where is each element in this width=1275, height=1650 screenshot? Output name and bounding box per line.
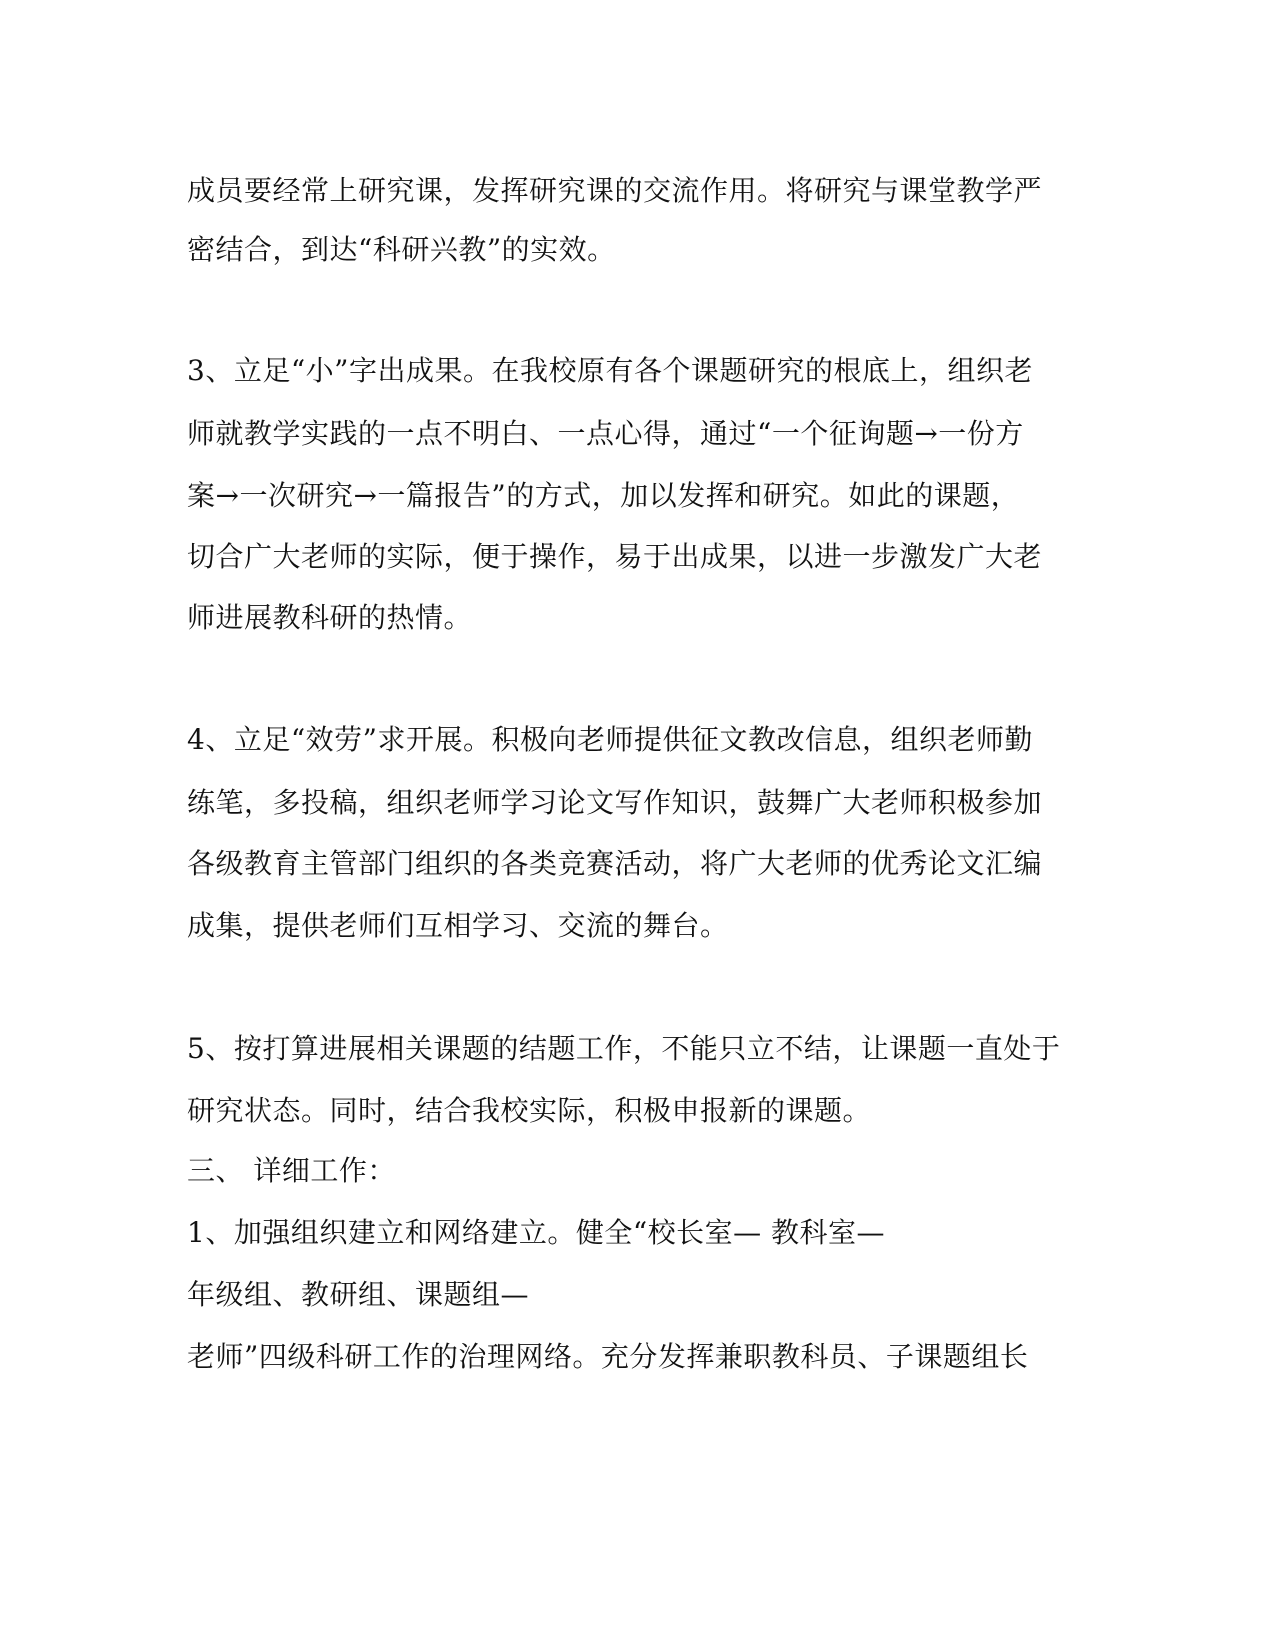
section-heading: 三、 详细工作：: [187, 1154, 396, 1187]
text-line: 4、立足“效劳”求开展。积极向老师提供征文教改信息，组织老师勤: [187, 723, 1033, 756]
text-line: 练笔，多投稿，组织老师学习论文写作知识，鼓舞广大老师积极参加: [187, 786, 1043, 819]
text-line: 师就教学实践的一点不明白、一点心得，通过“一个征询题→一份方: [187, 417, 1024, 450]
text-line: 成集，提供老师们互相学习、交流的舞台。: [187, 909, 729, 942]
text-line: 各级教育主管部门组织的各类竞赛活动，将广大老师的优秀论文汇编: [187, 847, 1043, 880]
text-line: 1、加强组织建立和网络建立。健全“校长室— 教科室—: [187, 1216, 886, 1249]
text-line: 案→一次研究→一篇报告”的方式，加以发挥和研究。如此的课题，: [187, 479, 1020, 512]
text-line: 5、按打算进展相关课题的结题工作，不能只立不结，让课题一直处于: [187, 1032, 1061, 1065]
text-line: 3、立足“小”字出成果。在我校原有各个课题研究的根底上，组织老: [187, 354, 1033, 387]
text-line: 成员要经常上研究课，发挥研究课的交流作用。将研究与课堂教学严: [187, 174, 1043, 207]
text-line: 师进展教科研的热情。: [187, 601, 473, 634]
text-line: 年级组、教研组、课题组—: [187, 1278, 530, 1311]
text-line: 老师”四级科研工作的治理网络。充分发挥兼职教科员、子课题组长: [187, 1340, 1029, 1373]
text-line: 切合广大老师的实际，便于操作，易于出成果，以进一步激发广大老: [187, 540, 1043, 573]
text-line: 研究状态。同时，结合我校实际，积极申报新的课题。: [187, 1094, 872, 1127]
text-line: 密结合，到达“科研兴教”的实效。: [187, 233, 616, 266]
